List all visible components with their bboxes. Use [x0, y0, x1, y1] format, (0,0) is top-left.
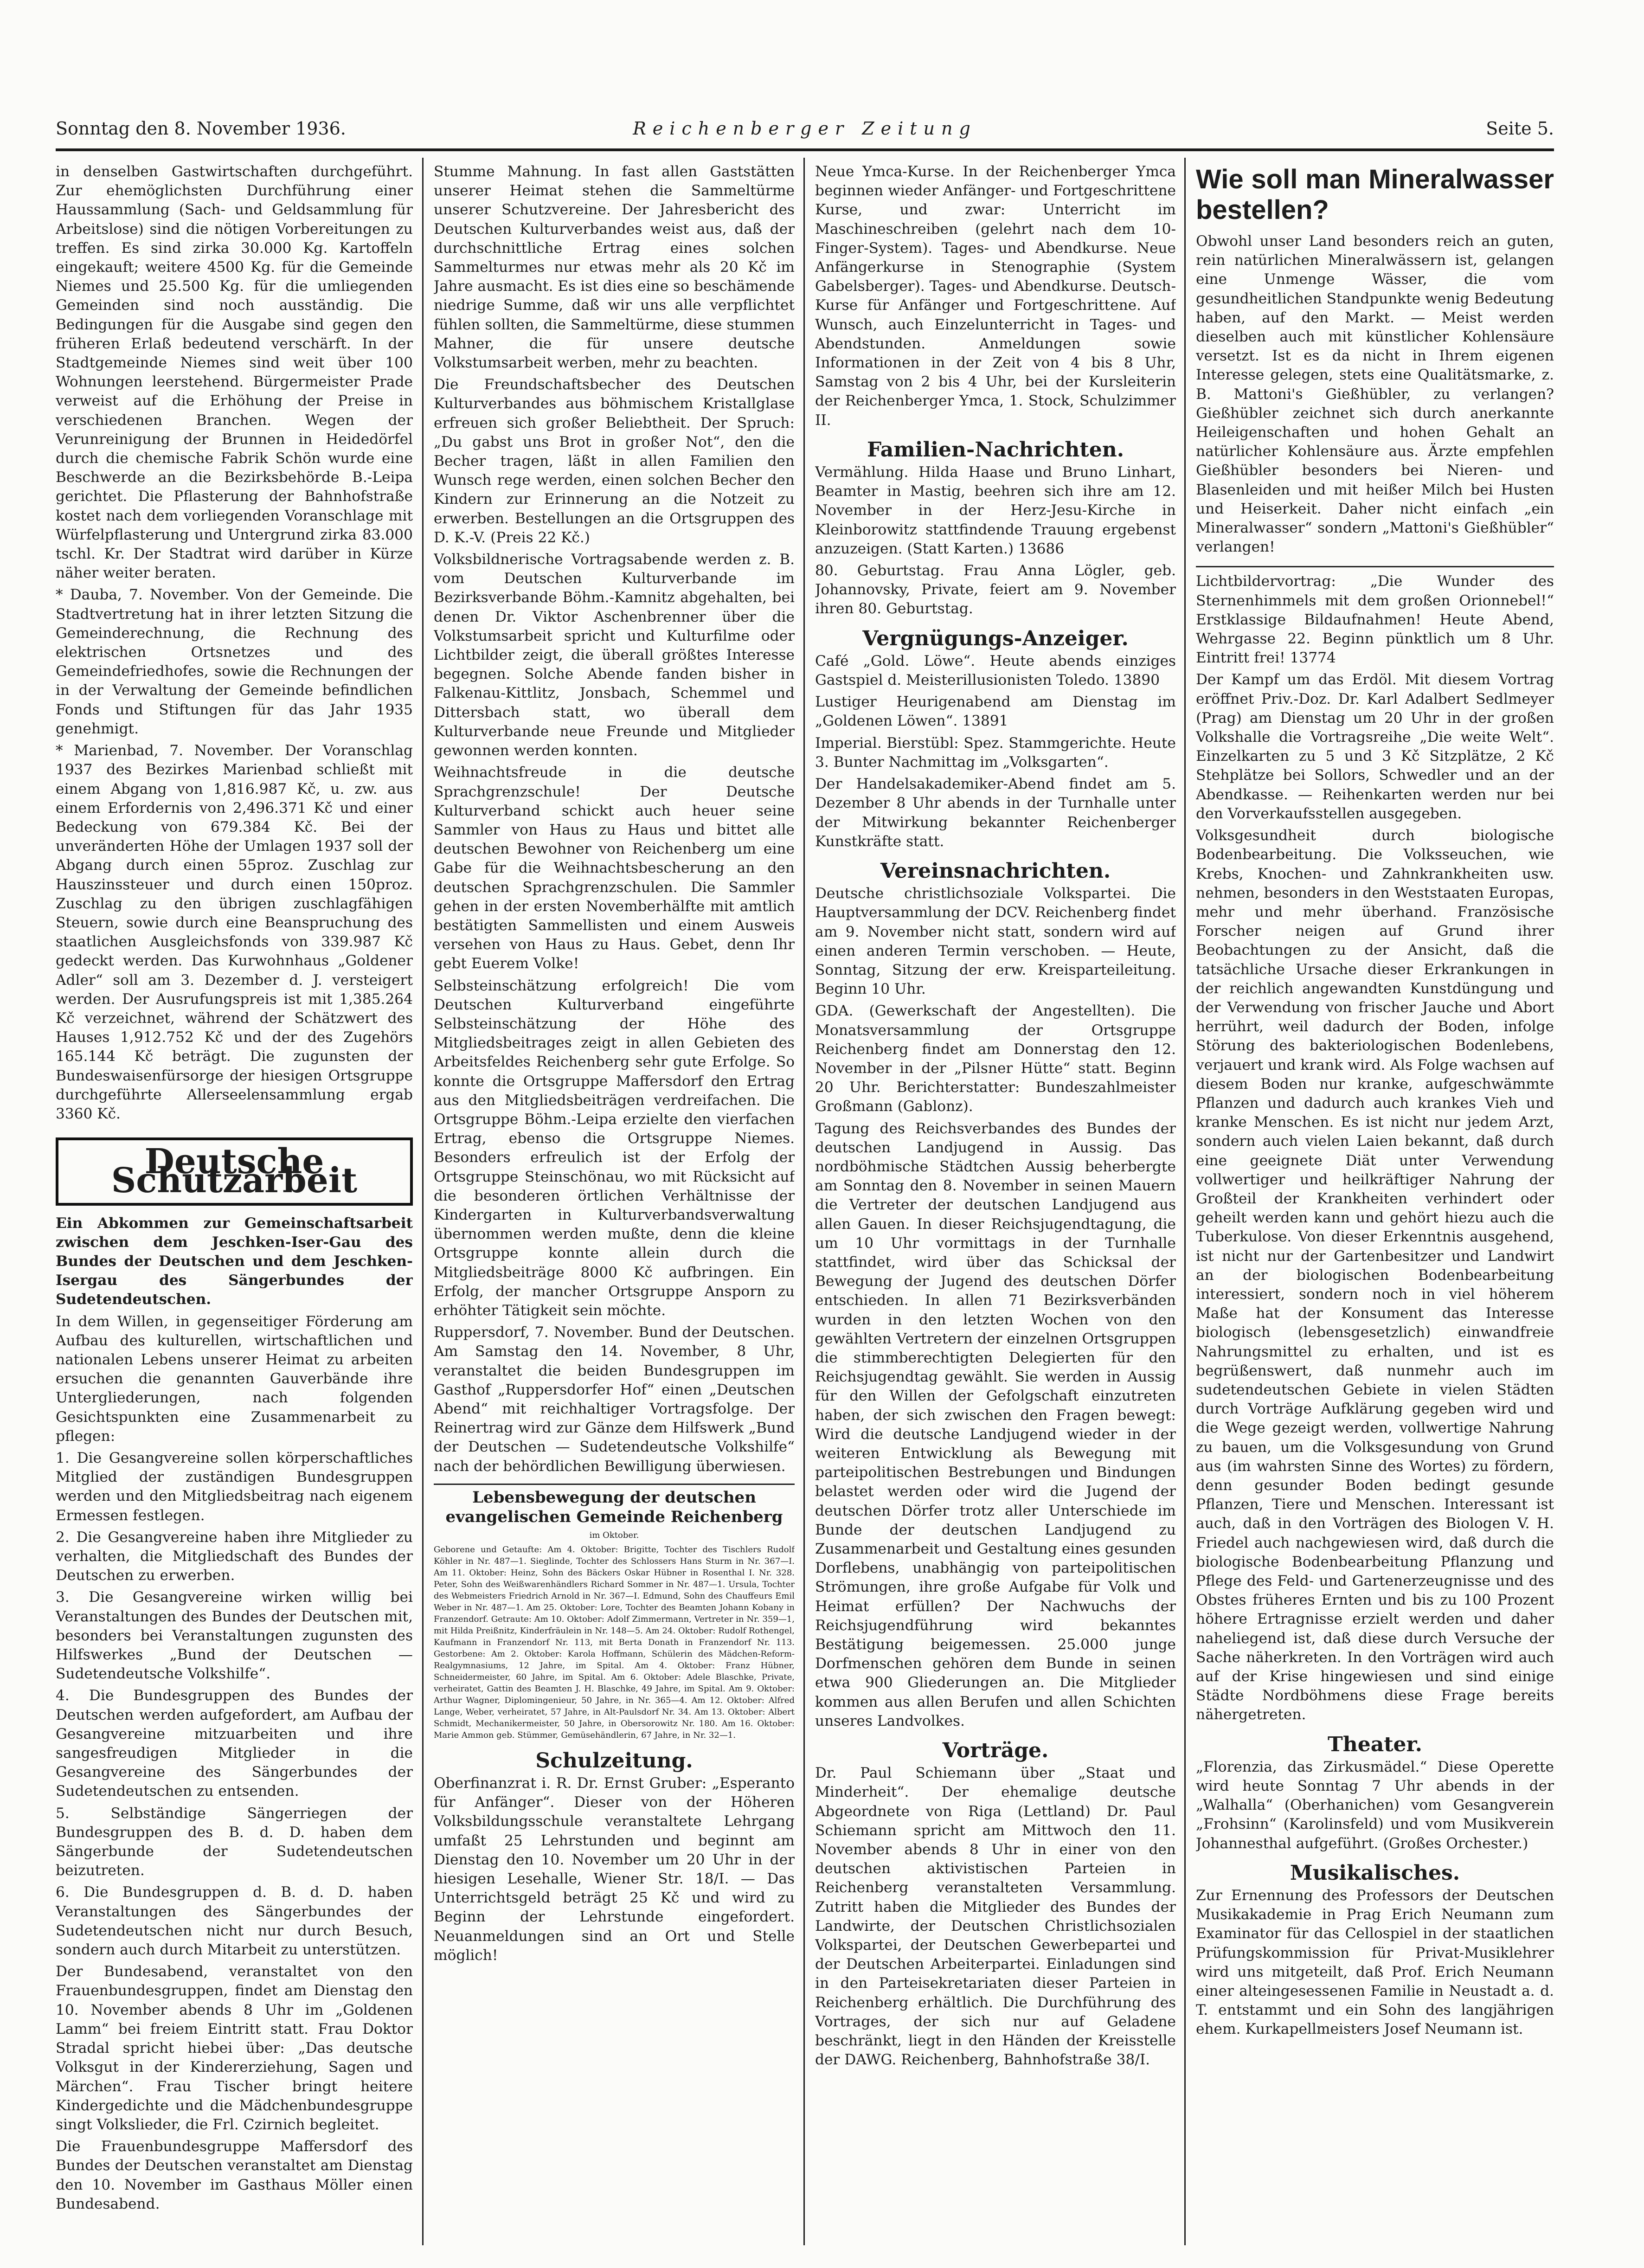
- list-item: 2. Die Gesangvereine haben ihre Mitglieder zu verhalten, die Mitgliedschaft des Bundes der Deutschen zu erwerben.: [56, 1529, 413, 1584]
- article-text: Neue Ymca-Kurse. In der Reichenberger Ymca beginnen wieder Anfänger- und Fortgeschrittene Kurse, und zwar: Unterricht im Maschineschreiben (gelehrt nach dem 10-Finger-System). Tages- und Abendkurse. Neue Anfängerkurse in Stenographie (System Gabelsberger). Tages- und Abendkurse. Deutsch-Kurse für Anfänger und Fortgeschrittene. Auf Wunsch, auch Einzelunterricht in Tages- und Abendstunden. Anmeldungen sowie Informationen in der Zeit von 4 bis 8 Uhr, Samstag von 2 bis 4 Uhr, bei der Kursleiterin der Reichenberger Ymca, 1. Stock, Schulzimmer II.: [815, 163, 1176, 429]
- article-text: Tagung des Reichsverbandes des Bundes der deutschen Landjugend in Aussig. Das nordböhmische Städtchen Aussig beherbergte am Sonntag den 8. November in seinen Mauern die Vertreter der deutschen Landjugend aus allen Gauen. In dieser Reichsjugendtagung, die um 10 Uhr vormittags in der Turnhalle stattfindet, wird über das Schicksal der Bewegung der Jugend des deutschen Dörfer entschieden. In allen 71 Bezirksverbänden wurden in den letzten Wochen von den gewählten Vertretern der einzelnen Ortsgruppen die stimmberechtigten Delegierten für den Reichsjugendtag gewählt. Sie werden in Aussig für den Willen der Gefolgschaft einzutreten haben, der sich zwischen den Fragen bewegt: Wird die deutsche Landjugend wieder in der weiteren Entwicklung als Bewegung mit parteipolitischen Bestrebungen und Bindungen belastet werden oder wird die Jugend der deutschen Dörfer trotz aller Unterschiede im Bunde der deutschen Landjugend zu Zusammenarbeit und Gestaltung eines gesunden Dorflebens, unabhängig von parteipolitischen Strömungen, ihre große Aufgabe für Volk und Heimat erfüllen? Der Nachwuchs der Reichsjugendführung wird bekanntes Bestätigung beigemessen. 25.000 junge Dorfmenschen gehören dem Bunde in seinen etwa 900 Gliederungen an. Die Mitglieder kommen aus allen Berufen und allen Schichten unseres Landvolkes.: [815, 1120, 1176, 1729]
- article-text: In dem Willen, in gegenseitiger Förderung am Aufbau des kulturellen, wirtschaftlichen und nationalen Lebens unserer Heimat zu arbeiten ersuchen die genannten Gauverbände ihre Untergliederungen, nach folgenden Gesichtspunkten eine Zusammenarbeit zu pflegen:: [56, 1313, 413, 1445]
- advertisement: [1196, 164, 1554, 567]
- section-title: Vereinsnachrichten.: [880, 859, 1111, 883]
- article-text: Vermählung. Hilda Haase und Bruno Linhart, Beamter in Mastig, beehren sich ihre am 12. November in der Herz-Jesu-Kirche in Kleinborowitz stattfindende Trauung ergebenst anzuzeigen. (Statt Karten.) 13686: [815, 464, 1176, 557]
- masthead: Reichenberger Zeitung: [633, 118, 977, 139]
- advertisement-title: Wie soll man Mineralwasser bestellen?: [1196, 164, 1554, 225]
- section-title: Vergnügungs-Anzeiger.: [862, 626, 1129, 650]
- article-text: * Marienbad, 7. November. Der Voranschlag 1937 des Bezirkes Marienbad schließt mit einem Abgang von 1,816.987 Kč, u. zw. aus einem Erfordernis von 2,496.371 Kč und einer Bedeckung von 679.384 Kč. Bei der unveränderten Höhe der Umlagen 1937 soll der Abgang durch einen 55proz. Zuschlag zur Hauszinssteuer und durch einen 150proz. Zuschlag zu den übrigen zuschlagfähigen Steuern, sowie durch eine Beanspruchung des staatlichen Ausgleichsfonds von 339.987 Kč gedeckt werden. Das Kurwohnhaus „Goldener Adler“ soll am 3. Dezember d. J. versteigert werden. Der Ausrufungspreis ist mit 1,385.264 Kč verzeichnet, während der Schätzwert des Hauses 1,912.752 Kč und der des Zugehörs 165.144 Kč beträgt. Die zugunsten der Bundeswaisenfürsorge der hiesigen Ortsgruppe durchgeführte Allerseelensammlung ergab 3360 Kč.: [56, 742, 413, 1122]
- article-text: Dr. Paul Schiemann über „Staat und Minderheit“. Der ehemalige deutsche Abgeordnete von Riga (Lettland) Dr. Paul Schiemann spricht am Mittwoch den 11. November abends 8 Uhr in einer von den deutschen aktivistischen Parteien in Reichenberg veranstalteten Versammlung. Zutritt haben die Mitglieder des Bundes der Landwirte, der Deutschen Christlichsozialen Volkspartei, der Deutschen Gewerbepartei und der Deutschen Arbeiterpartei. Einladungen sind in den Parteisekretariaten dieser Parteien in Reichenberg erhältlich. Die Durchführung des Vortrages, der sich nur auf Geladene beschränkt, liegt in den Händen der Kreisstelle der DAWG. Reichenberg, Bahnhofstraße 38/I.: [815, 1765, 1176, 2069]
- section-box-title: Deutsche Schutzarbeit: [56, 1137, 413, 1205]
- article-text: Deutsche christlichsoziale Volkspartei. Die Hauptversammlung der DCV. Reichenberg findet am 9. November nicht statt, sondern wird auf einen anderen Termin verschoben. — Heute, Sonntag, Sitzung der erw. Kreisparteileitung. Beginn 10 Uhr.: [815, 885, 1176, 998]
- article-text: „Florenzia, das Zirkusmädel.“ Diese Operette wird heute Sonntag 7 Uhr abends in der „Walhalla“ (Oberhanichen) vom Gesangverein „Frohsinn“ (Karolinsfeld) und vom Musikverein Johannesthal aufgeführt. (Großes Orchester.): [1196, 1758, 1554, 1852]
- column-2: [434, 162, 795, 2231]
- article-text: in denselben Gastwirtschaften durchgeführt. Zur ehemöglichsten Durchführung einer Haussammlung (Sach- und Geldsammlung für Arbeitslose) sind die nötigen Vorbereitungen zu treffen. Es sind zirka 30.000 Kg. Kartoffeln eingekauft; weitere 4500 Kg. für die Gemeinde Niemes und 25.500 Kg. für die umliegenden Gemeinden sind noch ausständig. Die Bedingungen für die Ausgabe sind gegen den früheren Erlaß bedeutend verschärft. In der Stadtgemeinde Niemes sind weit über 100 Wohnungen leerstehend. Bürgermeister Prade verweist auf die Erhöhung der Preise in verschiedenen Branchen. Wegen der Verunreinigung der Brunnen in Heidedörfel durch die chemische Fabrik Schön wurde eine Beschwerde an die Bezirksbehörde B.-Leipa gerichtet. Die Pflasterung der Bahnhofstraße kostet nach dem vorliegenden Voranschlage mit Würfelpflasterung und Untergrund zirka 83.000 tschl. Kr. Der Stadtrat wird darüber in Kürze näher weiter beraten.: [56, 163, 413, 582]
- list-item: 4. Die Bundesgruppen des Bundes der Deutschen werden aufgefordert, am Aufbau der Gesangvereine mitzuarbeiten und ihre sangesfreudigen Mitglieder in die Gesangvereine des Sängerbundes der Sudetendeutschen zu entsenden.: [56, 1687, 413, 1800]
- column-divider: [422, 158, 424, 2245]
- article-text: GDA. (Gewerkschaft der Angestellten). Die Monatsversammlung der Ortsgruppe Reichenberg findet am Donnerstag den 12. November in der „Pilsner Hütte“ statt. Beginn 20 Uhr. Berichterstatter: Bundeszahlmeister Großmann (Gablonz).: [815, 1002, 1176, 1115]
- section-divider: [434, 1484, 795, 1488]
- article-text: Café „Gold. Löwe“. Heute abends einziges Gastspiel d. Meisterillusionisten Toledo. 13890: [815, 652, 1176, 689]
- article-text: 80. Geburtstag. Frau Anna Lögler, geb. Johannovsky, Private, feiert am 9. November ihren 80. Geburtstag.: [815, 562, 1176, 617]
- article-text: Der Kampf um das Erdöl. Mit diesem Vortrag eröffnet Priv.-Doz. Dr. Karl Adalbert Sedlmeyer (Prag) am Dienstag um 20 Uhr in der großen Volkshalle die Vortragsreihe „Die weite Welt“. Einzelkarten zu 5 und 3 Kč Sitzplätze, 2 Kč Stehplätze bei Sollors, Schwedler und an der Abendkasse. — Reihenkarten werden nur bei den Vorverkaufsstellen ausgegeben.: [1196, 671, 1554, 822]
- list-item: 5. Selbständige Sängerriegen der Bundesgruppen des B. d. D. haben dem Sängerbunde der Sudetendeutschen beizutreten.: [56, 1805, 413, 1879]
- page-header: [56, 118, 1554, 146]
- section-title: Schulzeitung.: [535, 1748, 693, 1773]
- article-text: * Dauba, 7. November. Von der Gemeinde. Die Stadtvertretung hat in ihrer letzten Sitzung die Gemeinderechnung, die Rechnung des elektrischen Ortsnetzes und des Gemeindefriedhofes, sowie die Rechnungen der in der Verwaltung der Gemeinde befindlichen Fonds und Stiftungen für das Jahr 1935 genehmigt.: [56, 586, 413, 737]
- article-text: Der Bundesabend, veranstaltet von den Frauenbundesgruppen, findet am Dienstag den 10. November abends 8 Uhr im „Goldenen Lamm“ bei freiem Eintritt statt. Frau Doktor Stradal spricht hiebei über: „Das deutsche Volksgut in der Kindererziehung, Sagen und Märchen“. Frau Tischer bringt heitere Kindergedichte und die Mädchenbundesgruppe singt Volkslieder, die Frl. Czirnich begleitet.: [56, 1963, 413, 2133]
- advertisement-text: Obwohl unser Land besonders reich an guten, rein natürlichen Mineralwässern ist, gelangen eine Unmenge Wässer, die vom gesundheitlichen Standpunkte wenig Bedeutung haben, auf den Markt. — Meist werden dieselben auch mit künstlicher Kohlensäure versetzt. Ist es da nicht in Ihrem eigenen Interesse gelegen, stets eine Qualitätsmarke, z. B. Mattoni's Gießhübler, zu verlangen? Gießhübler zeichnet sich durch anerkannte Heileigenschaften und hohen Gehalt an natürlicher Kohlensäure aus. Ärzte empfehlen Gießhübler besonders bei Nieren- und Blasenleiden und mit heißer Milch bei Husten und Heiserkeit. Daher nicht einfach „ein Mineralwasser“ sondern „Mattoni's Gießhübler“ verlangen!: [1196, 233, 1554, 556]
- article-headline: Ein Abkommen zur Gemeinschaftsarbeit zwischen dem Jeschken-Iser-Gau des Bundes der Deutschen und dem Jeschken-Isergau des Sängerbundes der Sudetendeutschen.: [56, 1214, 413, 1308]
- article-text: Die Freundschaftsbecher des Deutschen Kulturverbandes aus böhmischem Kristallglase erfreuen sich großer Beliebtheit. Der Spruch: „Du gabst uns Brot in großer Not“, den die Becher tragen, läßt in allen Familien den Wunsch rege werden, einen solchen Becher den Kindern zur Erinnerung an die Notzeit zu erwerben. Bestellungen an die Ortsgruppen des D. K.-V. (Preis 22 Kč.): [434, 376, 795, 546]
- list-item: 1. Die Gesangvereine sollen körperschaftliches Mitglied der zuständigen Bundesgruppen werden und den Mitgliedsbeitrag nach eigenem Ermessen festlegen.: [56, 1450, 413, 1524]
- column-4: [1196, 162, 1554, 2231]
- civil-register-text: Geborene und Getaufte: Am 4. Oktober: Brigitte, Tochter des Tischlers Rudolf Köhler in Nr. 487—1. Sieglinde, Tochter des Schlossers Hans Sturm in Nr. 367—I. Am 11. Oktober: Heinz, Sohn des Bäckers Oskar Hübner in Rosenthal I. Nr. 328. Peter, Sohn des Weißwarenhändlers Richard Sommer in Nr. 487—1. Ursula, Tochter des Webmeisters Friedrich Arnold in Nr. 367—I. Edmund, Sohn des Chauffeurs Emil Weber in Nr. 487—1. Am 25. Oktober: Lore, Tochter des Beamten Johann Kobany in Franzendorf. Getraute: Am 10. Oktober: Adolf Zimmermann, Vertreter in Nr. 359—1, mit Hilda Preißnitz, Kinderfräulein in Nr. 148—5. Am 24. Oktober: Rudolf Rothengel, Kaufmann in Franzendorf Nr. 113, mit Berta Donath in Franzendorf Nr. 113. Gestorbene: Am 2. Oktober: Karola Hoffmann, Schülerin des Mädchen-Reform-Realgymnasiums, 12 Jahre, im Spital. Am 4. Oktober: Franz Hübner, Schneidermeister, 60 Jahre, im Spital. Am 6. Oktober: Adele Blaschke, Private, verheiratet, Gattin des Beamten J. H. Blaschke, 49 Jahre, im Spital. Am 9. Oktober: Arthur Wagner, Diplomingenieur, 50 Jahre, in Nr. 365—4. Am 12. Oktober: Alfred Lange, Weber, verheiratet, 57 Jahre, in Alt-Paulsdorf Nr. 34. Am 13. Oktober: Albert Schmidt, Mechanikermeister, 50 Jahre, in Obersorowitz Nr. 180. Am 16. Oktober: Marie Ammon geb. Stümmer, Gemüsehändlerin, 67 Jahre, in Nr. 32—1.: [434, 1544, 795, 1740]
- article-text: Selbsteinschätzung erfolgreich! Die vom Deutschen Kulturverband eingeführte Selbsteinschätzung der Höhe des Mitgliedsbeitrages zeigt in allen Gebieten des Arbeitsfeldes Reichenberg sehr gute Erfolge. So konnte die Ortsgruppe Maffersdorf den Ertrag aus den Mitgliedsbeiträgen verdreifachen. Die Ortsgruppe Böhm.-Leipa erzielte den vierfachen Ertrag, ebenso die Ortsgruppe Niemes. Besonders erfreulich ist der Erfolg der Ortsgruppe Steinschönau, wo mit Rücksicht auf die besonderen örtlichen Verhältnisse der Kindergarten in Kulturverbandsverwaltung übernommen werden mußte, denn die kleine Ortsgruppe konnte allein durch die Mitgliedsbeiträge 8000 Kč aufbringen. Ein Erfolg, der mancher Ortsgruppe Ansporn zu erhöhter Tätigkeit sein möchte.: [434, 977, 795, 1319]
- column-divider: [803, 158, 805, 2245]
- issue-date: Sonntag den 8. November 1936.: [56, 118, 346, 139]
- section-title: Vorträge.: [942, 1739, 1049, 1763]
- column-3: [815, 162, 1176, 2231]
- column-1: [56, 162, 413, 2231]
- article-text: Ruppersdorf, 7. November. Bund der Deutschen. Am Samstag den 14. November, 8 Uhr, veranstaltet die beiden Bundesgruppen im Gasthof „Ruppersdorfer Hof“ einen „Deutschen Abend“ mit reichhaltiger Vortragsfolge. Der Reinertrag wird zur Gänze dem Hilfswerk „Bund der Deutschen — Sudetendeutsche Volkshilfe“ nach der behördlichen Bewilligung überwiesen.: [434, 1324, 795, 1475]
- list-item: 3. Die Gesangvereine wirken willig bei Veranstaltungen des Bundes der Deutschen mit, besonders bei Veranstaltungen zugunsten des Hilfswerkes „Bund der Deutschen — Sudetendeutsche Volkshilfe“.: [56, 1589, 413, 1683]
- article-text: Der Handelsakademiker-Abend findet am 5. Dezember 8 Uhr abends in der Turnhalle unter der Mitwirkung bekannter Reichenberger Kunstkräfte statt.: [815, 776, 1176, 850]
- article-text: Imperial. Bierstübl: Spez. Stammgerichte. Heute 3. Bunter Nachmittag im „Volksgarten“.: [815, 734, 1176, 771]
- section-title: Musikalisches.: [1290, 1861, 1460, 1885]
- article-text: Die Frauenbundesgruppe Maffersdorf des Bundes der Deutschen veranstaltet am Dienstag den 10. November im Gasthaus Möller einen Bundesabend.: [56, 2138, 413, 2212]
- article-text: Lichtbildervortrag: „Die Wunder des Sternenhimmels mit dem großen Orionnebel!“ Erstklassige Bildaufnahmen! Heute Abend, Wehrgasse 22. Beginn pünktlich um 8 Uhr. Eintritt frei! 13774: [1196, 573, 1554, 667]
- article-text: Volksgesundheit durch biologische Bodenbearbeitung. Die Volksseuchen, wie Krebs, Knochen- und Zahnkrankheiten usw. nehmen, besonders in den Weststaaten Europas, mehr und mehr überhand. Französische Forscher neigen auf Grund ihrer Beobachtungen zu der Ansicht, daß die tatsächliche Ursache dieser Erkrankungen in der reichlich angewandten Kunstdüngung und der Verwendung von frischer Jauche und Abort herrührt, weil dadurch der Boden, infolge Störung des bakteriologischen Bodenlebens, verjauert und krank wird. Als Folge wachsen auf diesem Boden nur kranke, aufgeschwämmte Pflanzen und dadurch auch krankes Vieh und kranke Menschen. Es ist nicht nur jedem Arzt, sondern auch vielen Laien bekannt, daß durch eine geeignete Diät unter Verwendung vollwertiger und heilkräftiger Nahrung der Großteil der Krankheiten verhindert oder geheilt werden kann und gehört hiezu auch die Tuberkulose. Von dieser Erkenntnis ausgehend, ist nicht nur der Gartenbesitzer und Landwirt an der biologischen Bodenbearbeitung interessiert, sondern noch in viel höherem Maße hat der Konsument das Interesse biologisch (lebensgesetzlich) einwandfreie Nahrungsmittel zu erhalten, und ist es begrüßenswert, daß nunmehr auch im sudetendeutschen Gebiete in vielen Städten durch Vorträge Aufklärung gegeben wird und die Wege gezeigt werden, vollwertige Nahrung zu bauen, um die Volksgesundung von Grund aus (im wahrsten Sinne des Wortes) zu fördern, denn gesunder Boden bedingt gesunde Pflanzen, Tiere und Menschen. Interessant ist auch, daß in den Vorträgen des Biologen V. H. Friedel auch nachgewiesen wird, daß durch die biologische Bodenbearbeitung Pflanzung und Pflege des Feld- und Gartenerzeugnisse und des Obstes früheres Ernten und bis zu 100 Prozent höhere Ertragnisse erzielt werden und daher naheliegend ist, daß diese durch Versuche der Sache näherkreten. In den Vorträgen wird auch auf der Krise hingewiesen und sind einige Städte Nordböhmens diese Frage bereits nähergetreten.: [1196, 827, 1554, 1723]
- section-title: Familien-Nachrichten.: [867, 437, 1124, 462]
- section-subtitle: im Oktober.: [589, 1530, 639, 1540]
- article-text: Oberfinanzrat i. R. Dr. Ernst Gruber: „Esperanto für Anfänger“. Dieser von der Höheren Volksbildungsschule veranstaltete Lehrgang umfaßt 25 Lehrstunden und beginnt am Dienstag den 10. November um 20 Uhr in der hiesigen Lesehalle, Wiener Str. 18/I. — Das Unterrichtsgeld beträgt 25 Kč und wird zu Beginn der Lehrstunde eingefordert. Neuanmeldungen sind an Ort und Stelle möglich!: [434, 1775, 795, 1964]
- article-text: Zur Ernennung des Professors der Deutschen Musikakademie in Prag Erich Neumann zum Examinator für das Cellospiel in der staatlichen Prüfungskommission für Privat-Musiklehrer wird uns mitgeteilt, daß Prof. Erich Neumann einer alteingesessenen Familie in Neustadt a. d. T. entstammt und ein Sohn des langjährigen ehem. Kurkapellmeisters Josef Neumann ist.: [1196, 1887, 1554, 2038]
- section-title: Theater.: [1327, 1732, 1422, 1756]
- article-text: Weihnachtsfreude in die deutsche Sprachgrenzschule! Der Deutsche Kulturverband schickt auch heuer seine Sammler von Haus zu Haus und bittet alle deutschen Bewohner von Reichenberg um eine Gabe für die Weihnachtsbescherung an den deutschen Sprachgrenzschulen. Die Sammler gehen in der ersten Novemberhälfte mit amtlich bestätigten Sammellisten und einem Ausweis versehen von Haus zu Haus. Gebet, denn Ihr gebt Euerem Volke!: [434, 764, 795, 972]
- page-number: Seite 5.: [1486, 118, 1554, 139]
- list-item: 6. Die Bundesgruppen d. B. d. D. haben Veranstaltungen des Sängerbundes der Sudetendeutschen nicht nur durch Besuch, sondern auch durch Mitarbeit zu unterstützen.: [56, 1884, 413, 1959]
- section-title: Lebensbewegung der deutschen evangelischen Gemeinde Reichenberg: [445, 1488, 783, 1526]
- column-divider: [1184, 158, 1186, 2245]
- header-rule: [56, 148, 1554, 151]
- article-text: Volksbildnerische Vortragsabende werden z. B. vom Deutschen Kulturverbande im Bezirksverbande Böhm.-Kamnitz abgehalten, bei denen Dr. Viktor Aschenbrenner über die Volkstumsarbeit spricht und Kulturfilme oder Lichtbilder zeigt, die überall größtes Interesse begegnen. Solche Abende fanden bisher in Falkenau-Kittlitz, Jonsbach, Schemmel und Dittersbach statt, wo überall dem Kulturverbande neue Freunde und Mitglieder gewonnen werden konnten.: [434, 551, 795, 759]
- article-text: Lustiger Heurigenabend am Dienstag im „Goldenen Löwen“. 13891: [815, 694, 1176, 730]
- article-text: Stumme Mahnung. In fast allen Gaststätten unserer Heimat stehen die Sammeltürme unserer Schutzvereine. Der Jahresbericht des Deutschen Kulturverbandes weist aus, daß der durchschnittliche Ertrag eines solchen Sammelturmes nur etwas mehr als 20 Kč im Jahre ausmacht. Es ist dies eine so beschämende niedrige Summe, daß wir uns alle verpflichtet fühlen sollten, die Sammeltürme, diese stummen Mahner, die für unsere deutsche Volkstumsarbeit werben, mehr zu beachten.: [434, 163, 795, 372]
